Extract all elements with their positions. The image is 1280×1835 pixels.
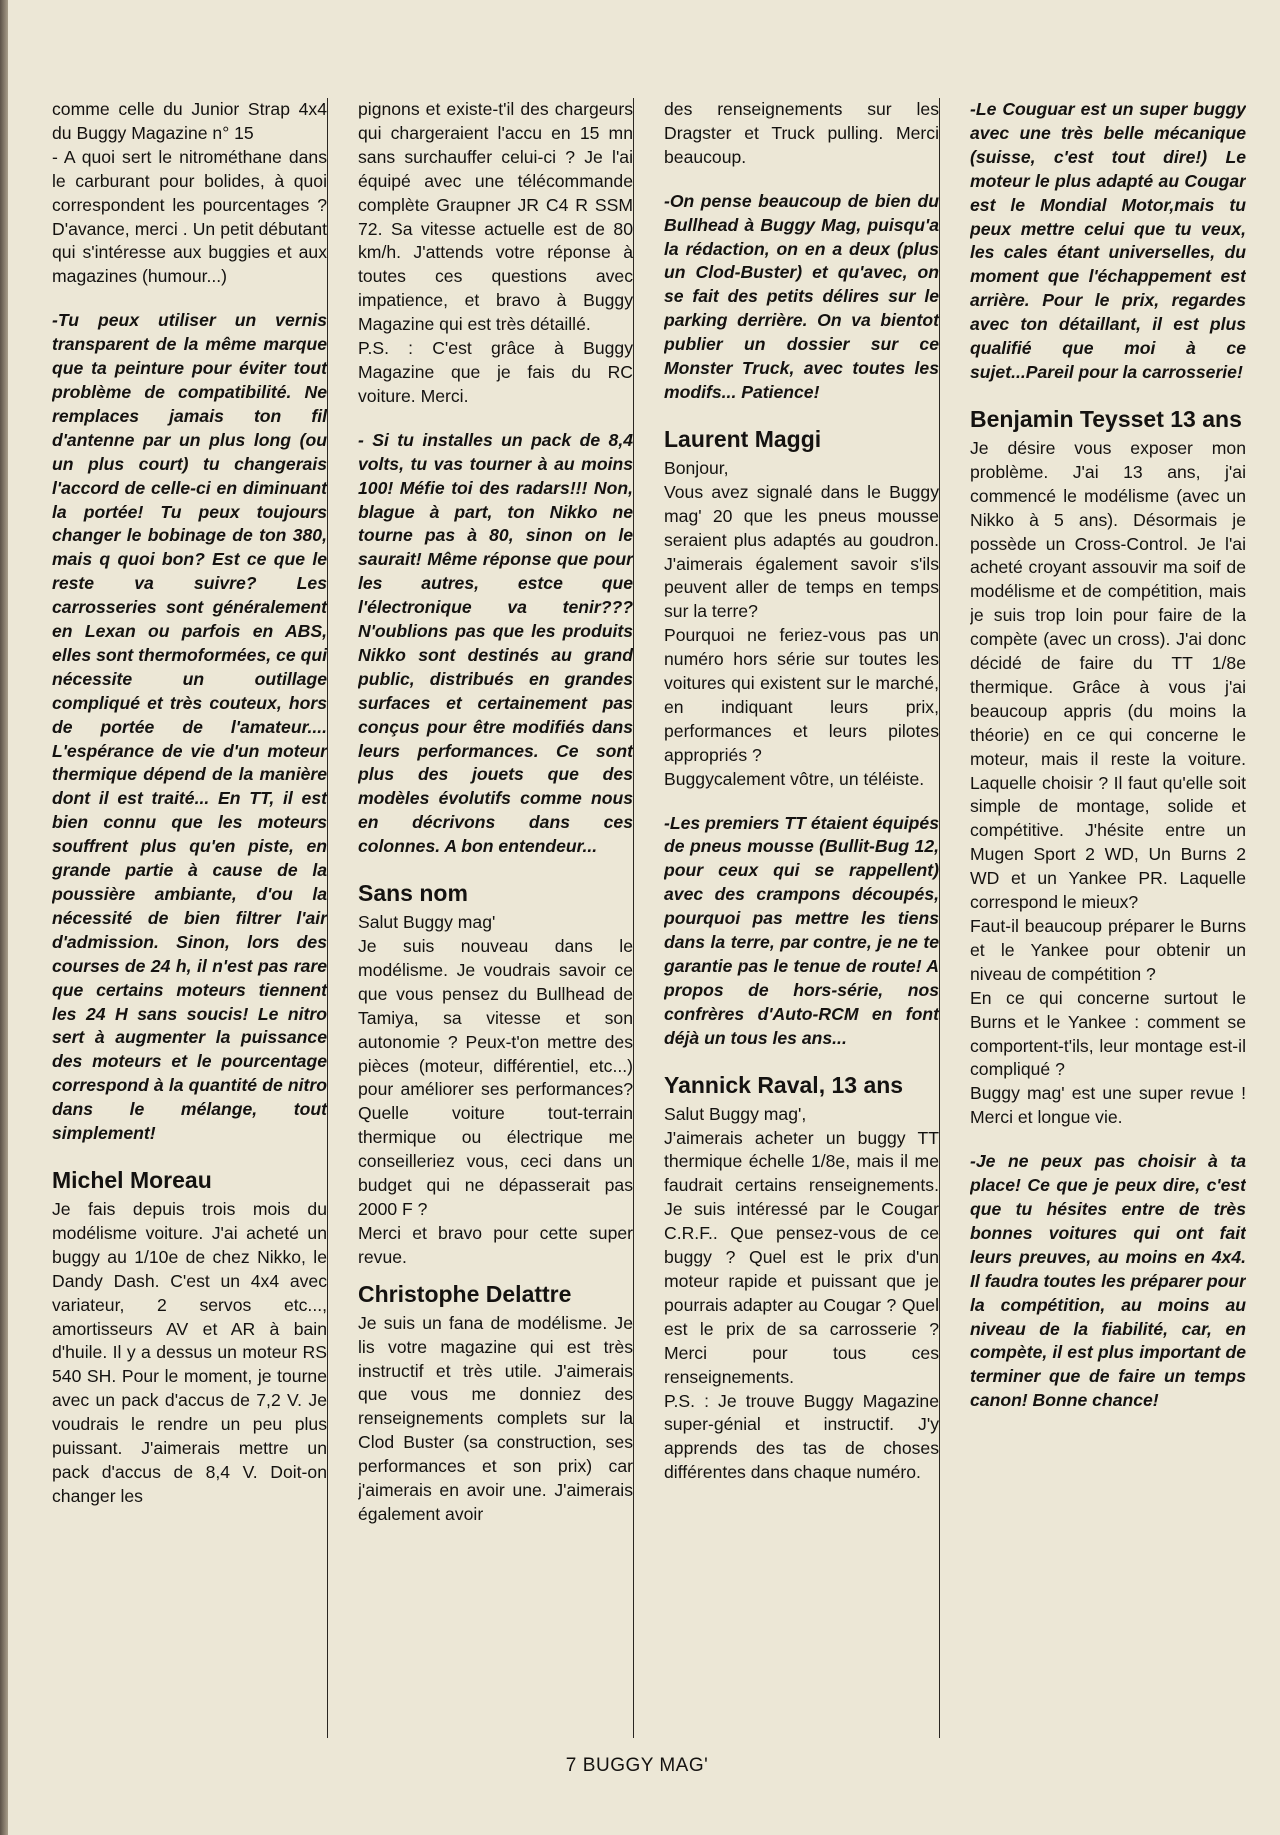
letter-author-heading: Michel Moreau [52,1166,212,1193]
letter-text: Je fais depuis trois mois du modélisme voiture. J'ai acheté un buggy au 1/10e de chez Nikko, le Dandy Dash. C'est un 4x4 avec variateur, 2 servos etc..., amortisseurs AV et AR à bain d'huile. Il y a dessus un moteur RS 540 SH. Pour le moment, je tourne avec un pack d'accus de 7,2 V. Je voudrais le rendre un peu plus puissant. J'aimerais mettre un pack d'accus de 8,4 V. Doit-on changer les [52,1198,327,1506]
column-3 [664,98,940,1738]
letter-author-heading: Laurent Maggi [664,425,822,452]
letter-text: Je désire vous exposer mon problème. J'ai 13 ans, j'ai commencé le modélisme (avec un Nikko à 5 ans). Désormais je possède un Cross-Control. Je l'ai acheté croyant assouvir ma soif de modélisme et de compétition, mais je suis trop loin pour faire de la compète (avec un cross). J'ai donc décidé de faire du TT 1/8e thermique. Grâce à vous j'ai beaucoup appris (du moins la théorie) en ce qui concerne le moteur, mais il reste la voiture. Laquelle choisir ? Il faut qu'elle soit simple de montage, solide et compétitive. J'hésite entre un Mugen Sport 2 WD, Un Burns 2 WD et un Yankee PR. Laquelle correspond le mieux? Faut-il beaucoup préparer le Burns et le Yankee pour obtenir un niveau de compétition ? En ce qui concerne surtout le Burns et le Yankee : comment se comportent-t'ils, leur montage est-il compliqué ? Buggy mag' est une super revue ! Merci et longue vie. [970,437,1246,1128]
letter-text: Salut Buggy mag', J'aimerais acheter un buggy TT thermique échelle 1/8e, mais il me faudrait certains renseignements. Je suis intéressé par le Cougar C.R.F.. Que pensez-vous de ce buggy ? Quel est le prix d'un moteur rapide et puissant que je pourrais adapter au Cougar ? Quel est le prix de sa carrosserie ? Merci pour tous ces renseignements. P.S. : Je trouve Buggy Magazine super-génial et instructif. J'y apprends des tas de choses différentes dans chaque numéro. [664,1103,939,1483]
letter-text: des renseignements sur les Dragster et Truck pulling. Merci beaucoup. [664,99,939,167]
letter-text: Salut Buggy mag' Je suis nouveau dans le modélisme. Je voudrais savoir ce que vous pensez du Bullhead de Tamiya, sa vitesse et son autonomie ? Peux-t'on mettre des pièces (moteur, différentiel, etc...) pour améliorer ses performances? Quelle voiture tout-terrain thermique ou électrique me conseilleriez vous, ceci dans un budget qui ne dépasserait pas 2000 F ? Merci et bravo pour cette super revue. [358,912,633,1267]
letter-text: Bonjour, Vous avez signalé dans le Buggy mag' 20 que les pneus mousse seraient plus adaptés au goudron. J'aimerais également savoir s'ils peuvent aller de temps en temps sur la terre? Pourquoi ne feriez-vous pas un numéro hors série sur toutes les voitures qui existent sur le marché, en indiquant leurs prix, performances et leurs pilotes appropriés ? Buggycalement vôtre, un téléiste. [664,457,939,789]
letter-text: pignons et existe-t'il des chargeurs qui chargeraient l'accu en 15 mn sans surchauffer celui-ci ? Je l'ai équipé avec une télécommande complète Graupner JR C4 R SSM 72. Sa vitesse actuelle est de 80 km/h. J'attends votre réponse à toutes ces questions avec impatience, et bravo à Buggy Magazine qui est très détaillé. P.S. : C'est grâce à Buggy Magazine que je fais du RC voiture. Merci. [358,99,633,406]
page-footer [0,1755,1280,1777]
letter-author-heading: Christophe Delattre [358,1280,572,1307]
letter-author-heading: Yannick Raval, 13 ans [664,1071,904,1098]
letters-page [52,98,1257,1738]
magazine-name: BUGGY MAG' [582,1755,709,1776]
column-1 [52,98,328,1738]
editor-reply: -Les premiers TT étaient équipés de pneus mousse (Bullit-Bug 12, pour ceux qui se rappellent) avec des crampons découpés, pourquoi pas mettre les tiens dans la terre, par contre, je ne te garantie pas le tenue de route! A propos de hors-série, nos confrères d'Auto-RCM en font déjà un tous les ans... [664,812,939,1048]
page-binding-edge [0,0,8,1835]
letter-text: Je suis un fana de modélisme. Je lis votre magazine qui est très instructif et très utile. J'aimerais que vous me donniez des renseignements complets sur la Clod Buster (sa construction, ses performances et son prix) car j'aimerais en avoir une. J'aimerais également avoir [358,1312,633,1524]
letter-text: comme celle du Junior Strap 4x4 du Buggy Magazine n° 15 - A quoi sert le nitrométhane dans le carburant pour bolides, à quoi correspondent les pourcentages ? D'avance, merci . Un petit débutant qui s'intéresse aux buggies et aux magazines (humour...) [52,99,327,287]
page-number: 7 [565,1755,577,1776]
letter-author-heading: Sans nom [358,880,468,907]
column-2 [358,98,634,1738]
editor-reply: - Si tu installes un pack de 8,4 volts, tu vas tourner à au moins 100! Méfie toi des radars!!! Non, blague à part, ton Nikko ne tourne pas à 80, sinon on le saurait! Même réponse que pour les autres, estce que l'électronique va tenir??? N'oublions pas que les produits Nikko sont destinés au grand public, distribués en grandes surfaces et certainement pas conçus pour être modifiés dans leurs performances. Ce sont plus des jouets que des modèles évolutifs comme nous en décrivons dans ces colonnes. A bon entendeur... [358,429,633,857]
editor-reply: -Le Couguar est un super buggy avec une très belle mécanique (suisse, c'est tout dire!) Le moteur le plus adapté au Cougar est le Mondial Motor,mais tu peux mettre celui que tu veux, les cales étant universelles, du moment que l'échappement est arrière. Pour le prix, regardes avec ton détaillant, il est plus qualifié que moi à ce sujet...Pareil pour la carrosserie! [970,99,1246,382]
letter-author-heading: Benjamin Teysset 13 ans [970,405,1242,432]
column-4 [970,98,1246,1738]
editor-reply: -Je ne peux pas choisir à ta place! Ce que je peux dire, c'est que tu hésites entre de très bonnes voitures qui ont fait leurs preuves, au moins en 4x4. Il faudra toutes les préparer pour la compétition, au moins au niveau de la fiabilité, car, en compète, il est plus important de terminer que de faire un temps canon! Bonne chance! [970,1151,1246,1411]
editor-reply: -Tu peux utiliser un vernis transparent de la même marque que ta peinture pour éviter tout problème de compatibilité. Ne remplaces jamais ton fil d'antenne par un plus long (ou un plus court) tu changerais l'accord de celle-ci en diminuant la portée! Tu peux toujours changer le bobinage de ton 380, mais q quoi bon? Est ce que le reste va suivre? Les carrosseries sont généralement en Lexan ou parfois en ABS, elles sont thermoformées, ce qui nécessite un outillage compliqué et très couteux, hors de portée de l'amateur.... L'espérance de vie d'un moteur thermique dépend de la manière dont il est traité... En TT, il est bien connu que les moteurs souffrent plus qu'en piste, en grande partie à cause de la poussière ambiante, d'ou la nécessité de bien filtrer l'air d'admission. Sinon, lors des courses de 24 h, il n'est pas rare que certains moteurs tiennent les 24 H sans soucis! Le nitro sert à augmenter la puissance des moteurs et le pourcentage correspond à la quantité de nitro dans le mélange, tout simplement! [52,310,327,1144]
editor-reply: -On pense beaucoup de bien du Bullhead à Buggy Mag, puisqu'a la rédaction, on en a deux (plus un Clod-Buster) et qu'avec, on se fait des petits délires sur le parking derrière. On va bientot publier un dossier sur ce Monster Truck, avec toutes les modifs... Patience! [664,190,939,402]
